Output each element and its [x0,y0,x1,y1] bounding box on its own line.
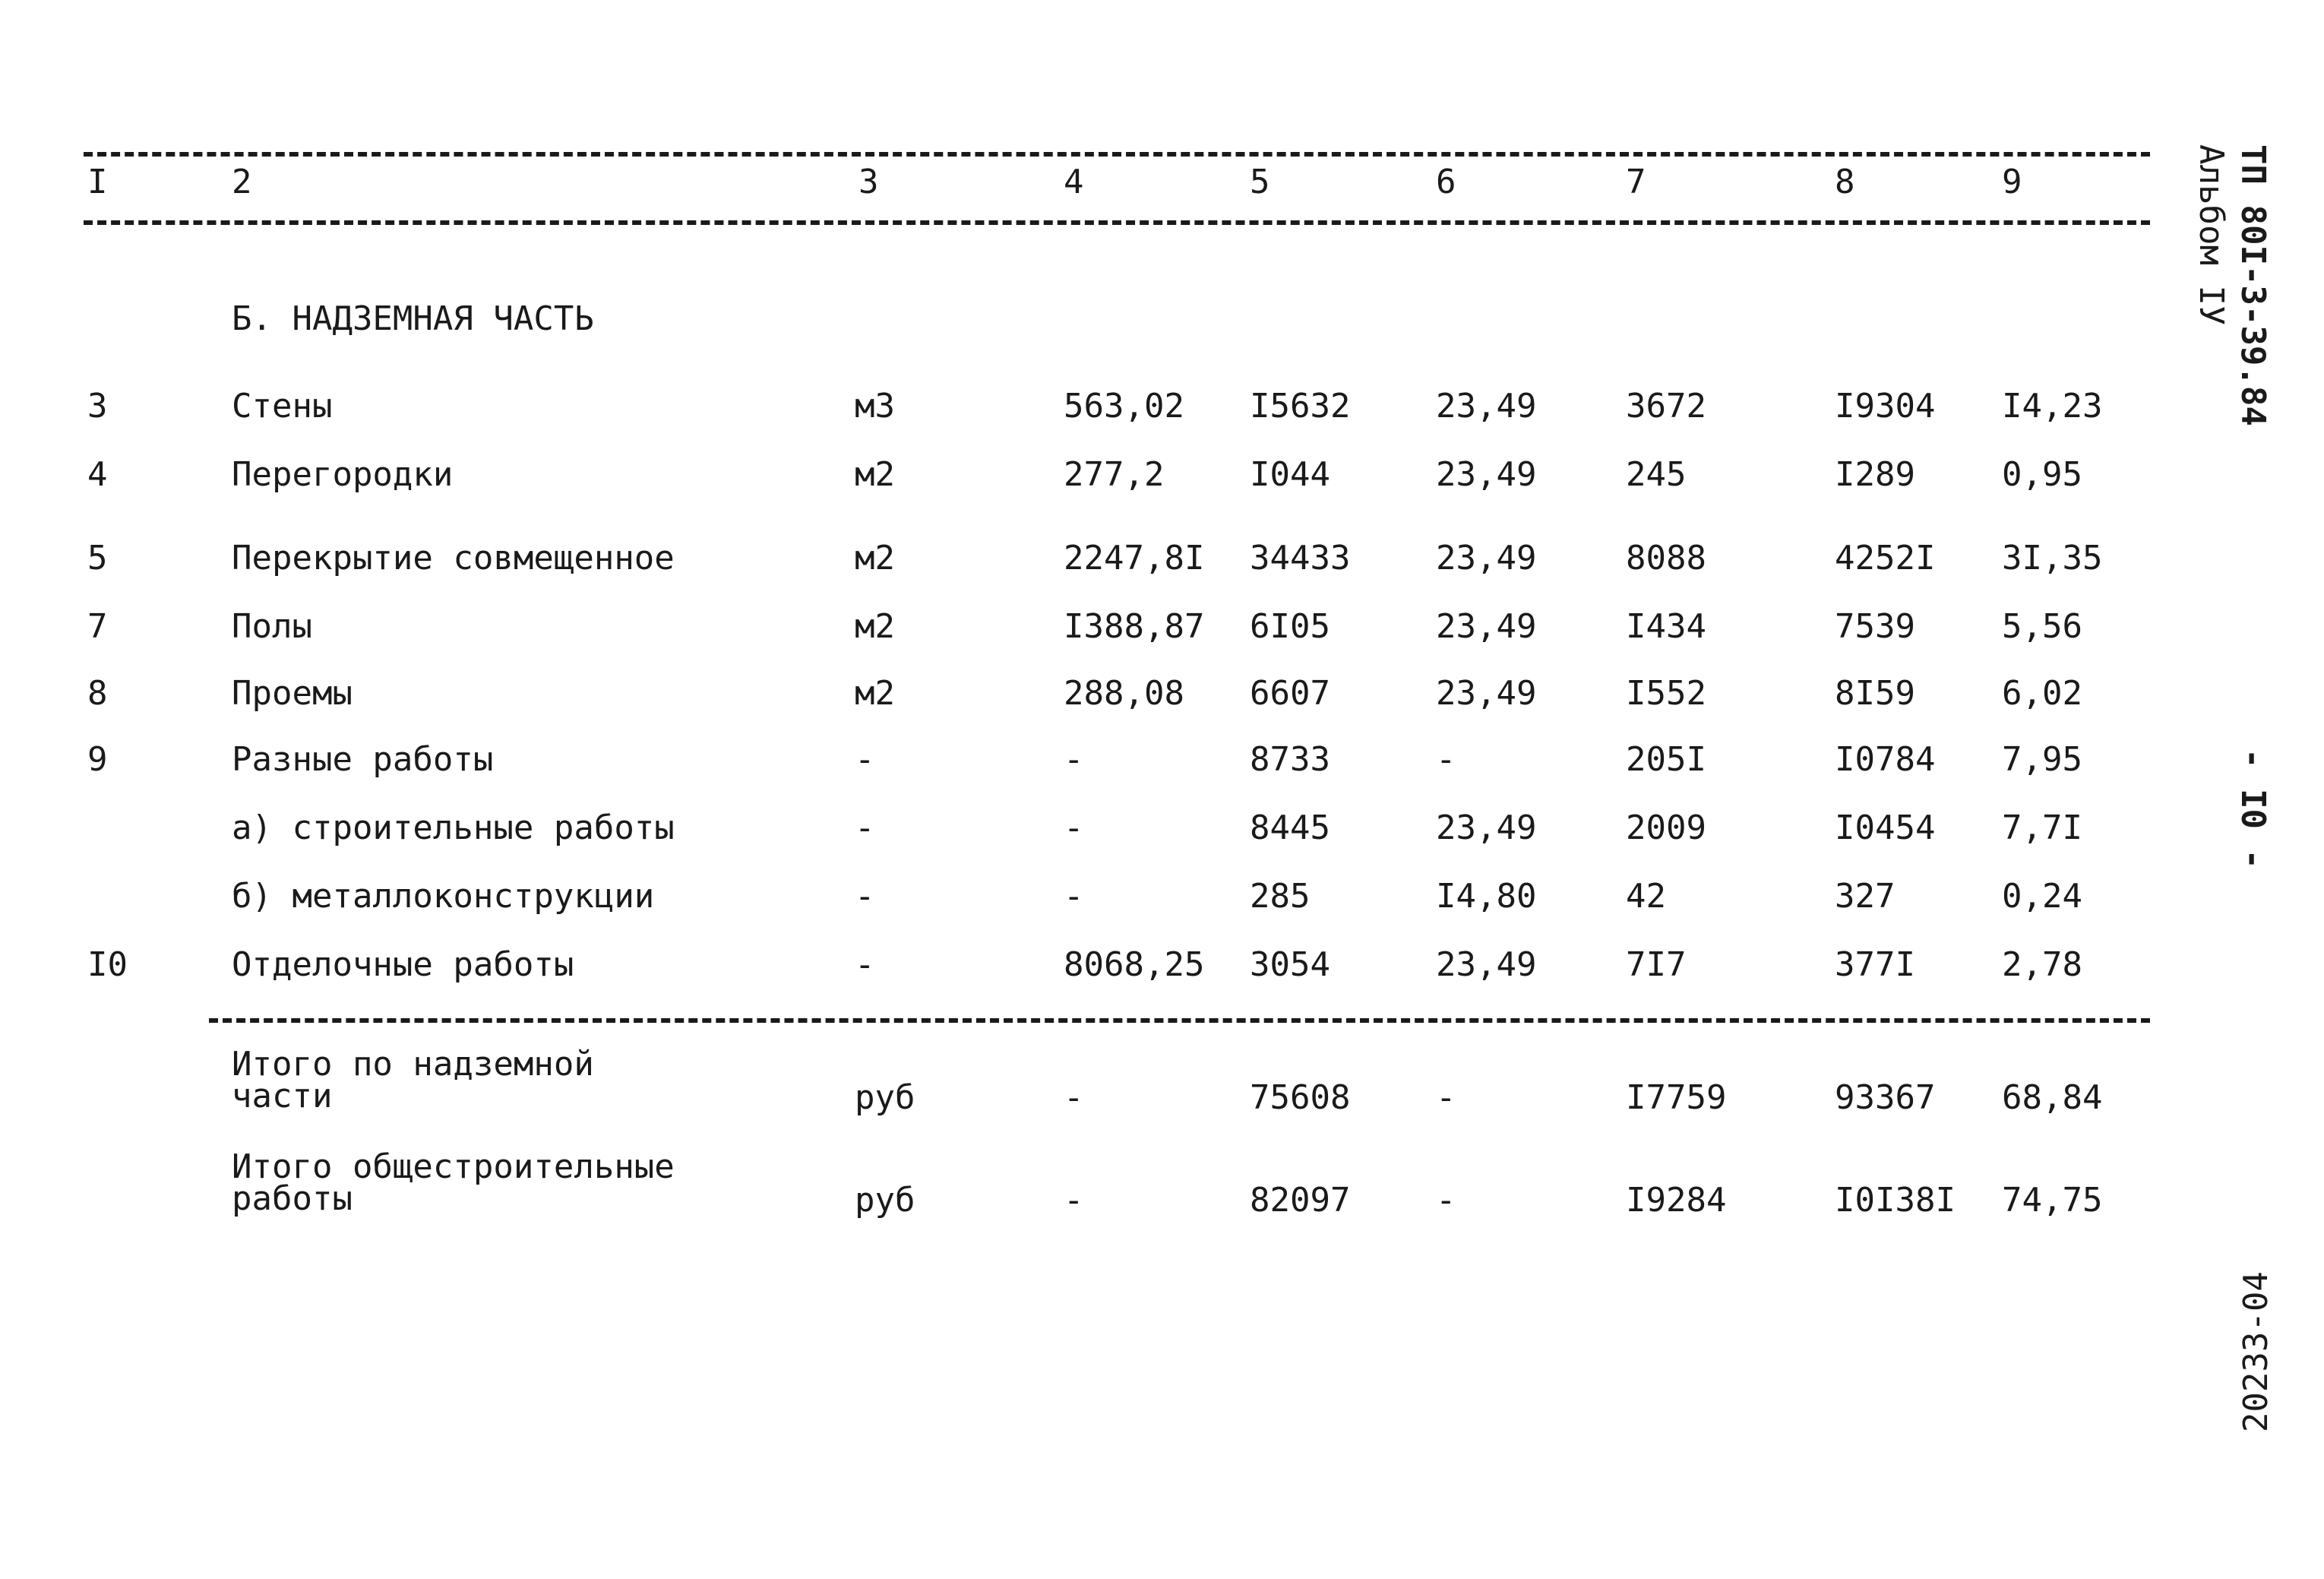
row-col9: 6,02 [2002,674,2082,713]
row-col9: 5,56 [2002,607,2082,646]
row-name: Перегородки [232,455,454,494]
page-number: - I0 - [2234,748,2272,869]
row-number: 8 [87,674,108,713]
row-col8: I0784 [1835,740,1936,779]
row-col8: 7539 [1835,607,1915,646]
row-col5: 8733 [1250,740,1330,779]
row-col5: I5632 [1250,387,1351,426]
row-col7: 205I [1626,740,1706,779]
column-number-9: 9 [2002,163,2022,201]
row-name: Стены [232,387,333,426]
row-col9: I4,23 [2002,387,2103,426]
row-unit: - [855,945,875,984]
total-col7: I9284 [1626,1181,1727,1220]
column-number-1: I [87,163,108,201]
row-col9: 2,78 [2002,945,2082,984]
row-col9: 0,24 [2002,877,2082,916]
row-col4: 288,08 [1064,674,1184,713]
row-col5: 8445 [1250,808,1330,847]
row-col7: 8088 [1626,539,1706,577]
row-col5: 6I05 [1250,607,1330,646]
row-name: б) металлоконструкции [232,877,655,916]
row-name: Проемы [232,674,353,713]
row-col9: 7,7I [2002,808,2082,847]
total-label-line1: Итого общестроительные [232,1147,675,1186]
row-col5: 285 [1250,877,1311,916]
total-unit: руб [855,1181,915,1220]
total-col6: - [1436,1181,1456,1220]
row-name: Отделочные работы [232,945,574,984]
row-col6: 23,49 [1436,808,1537,847]
row-unit: м2 [855,674,895,713]
total-label-line1: Итого по надземной [232,1045,594,1084]
column-number-5: 5 [1250,163,1270,201]
column-number-3: 3 [858,163,879,201]
total-col4: - [1064,1078,1084,1117]
row-col6: 23,49 [1436,674,1537,713]
column-number-4: 4 [1064,163,1084,201]
total-unit: руб [855,1078,915,1117]
header-top-rule [84,152,2150,157]
row-col8: I0454 [1835,808,1936,847]
row-col6: - [1436,740,1456,779]
total-col9: 74,75 [2002,1181,2103,1220]
row-col7: 2009 [1626,808,1706,847]
row-col8: 377I [1835,945,1915,984]
row-number: 5 [87,539,108,577]
row-col4: - [1064,808,1084,847]
row-col4: 563,02 [1064,387,1184,426]
doc-code: ТП 80I-3-39.84 [2234,144,2272,426]
row-col7: 3672 [1626,387,1706,426]
column-number-8: 8 [1835,163,1855,201]
total-col5: 75608 [1250,1078,1351,1117]
row-col8: I289 [1835,455,1915,494]
album-label: Альбом IУ [2192,144,2231,326]
row-col6: 23,49 [1436,387,1537,426]
row-unit: - [855,877,875,916]
total-col7: I7759 [1626,1078,1727,1117]
row-col4: 2247,8I [1064,539,1205,577]
column-number-6: 6 [1436,163,1456,201]
row-name: Разные работы [232,740,494,779]
row-number: 4 [87,455,108,494]
row-number: 7 [87,607,108,646]
row-col6: 23,49 [1436,539,1537,577]
total-col8: 93367 [1835,1078,1936,1117]
row-number: I0 [87,945,128,984]
row-number: 9 [87,740,108,779]
totals-separator-rule [209,1018,2150,1023]
row-unit: м2 [855,455,895,494]
row-col6: 23,49 [1436,607,1537,646]
row-col8: 4252I [1835,539,1936,577]
row-col5: 6607 [1250,674,1330,713]
header-bottom-rule [84,220,2150,225]
total-col9: 68,84 [2002,1078,2103,1117]
row-unit: - [855,808,875,847]
row-col4: - [1064,740,1084,779]
row-name: Перекрытие совмещенное [232,539,675,577]
column-number-7: 7 [1626,163,1646,201]
row-col6: 23,49 [1436,945,1537,984]
row-col4: I388,87 [1064,607,1205,646]
row-unit: - [855,740,875,779]
row-col7: I552 [1626,674,1706,713]
row-col6: 23,49 [1436,455,1537,494]
row-unit: м3 [855,387,895,426]
row-col4: - [1064,877,1084,916]
row-col7: I434 [1626,607,1706,646]
total-col5: 82097 [1250,1181,1351,1220]
row-unit: м2 [855,607,895,646]
row-name: Полы [232,607,312,646]
section-title: Б. НАДЗЕМНАЯ ЧАСТЬ [232,299,594,338]
total-col8: I0I38I [1835,1181,1956,1220]
total-col6: - [1436,1078,1456,1117]
inventory-number: 20233-04 [2237,1271,2275,1432]
row-col9: 3I,35 [2002,539,2103,577]
row-col7: 42 [1626,877,1666,916]
row-col4: 8068,25 [1064,945,1205,984]
row-col4: 277,2 [1064,455,1165,494]
row-col8: 327 [1835,877,1896,916]
row-unit: м2 [855,539,895,577]
row-col5: I044 [1250,455,1330,494]
row-col8: 8I59 [1835,674,1915,713]
total-label-line2: работы [232,1179,353,1218]
row-name: а) строительные работы [232,808,675,847]
row-col9: 7,95 [2002,740,2082,779]
row-col5: 3054 [1250,945,1330,984]
row-col7: 245 [1626,455,1687,494]
total-col4: - [1064,1181,1084,1220]
column-number-2: 2 [232,163,252,201]
row-col8: I9304 [1835,387,1936,426]
total-label-line2: части [232,1077,333,1115]
row-number: 3 [87,387,108,426]
row-col5: 34433 [1250,539,1351,577]
row-col9: 0,95 [2002,455,2082,494]
row-col7: 7I7 [1626,945,1687,984]
row-col6: I4,80 [1436,877,1537,916]
